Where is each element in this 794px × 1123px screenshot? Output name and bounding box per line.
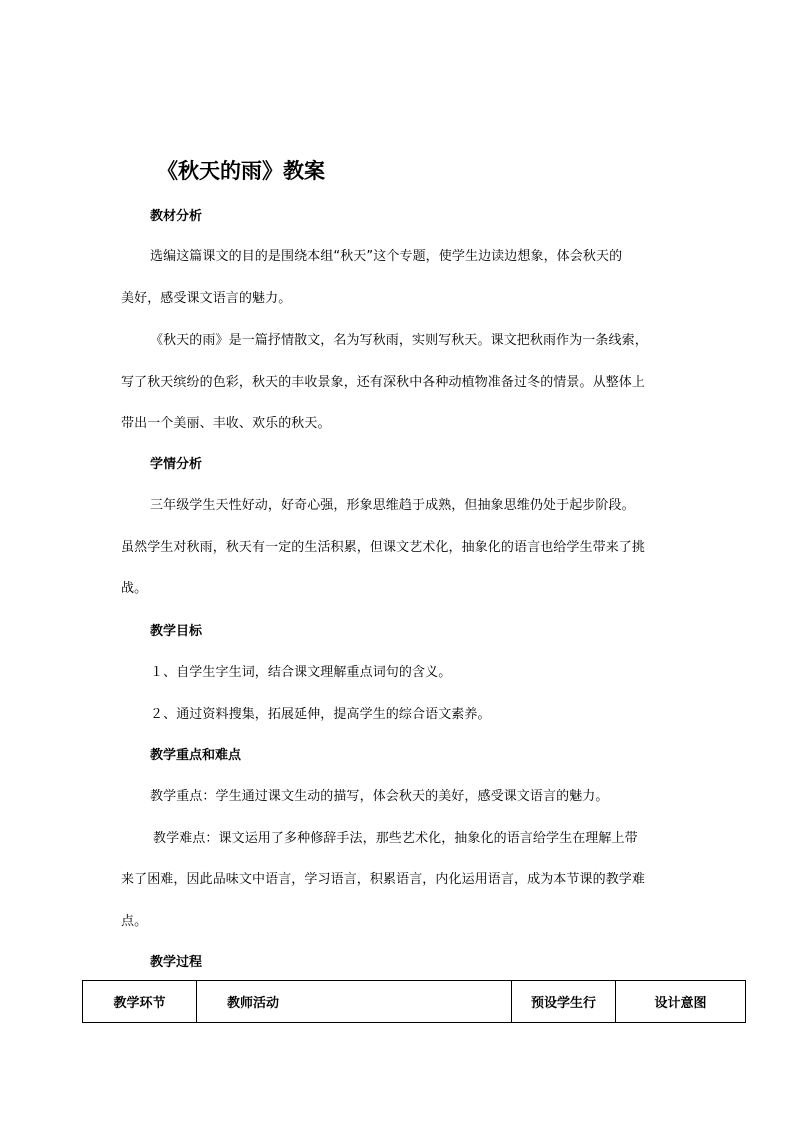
paragraph-line: 带出一个美丽、丰收、欢乐的秋天。 <box>121 416 331 431</box>
section-heading-textbook-analysis: 教材分析 <box>150 209 203 224</box>
section-heading-student-analysis: 学情分析 <box>150 457 203 472</box>
paragraph-line: 《秋天的雨》是一篇抒情散文，名为写秋雨，实则写秋天。课文把秋雨作为一条线索， <box>150 333 648 348</box>
paragraph-line: 虽然学生对秋雨，秋天有一定的生活积累，但课文艺术化，抽象化的语言也给学生带来了挑 <box>121 540 646 555</box>
table-header-row <box>83 981 746 1023</box>
section-heading-teaching-goals: 教学目标 <box>150 624 203 639</box>
section-heading-key-points: 教学重点和难点 <box>150 748 242 763</box>
goal-item: １、自学生字生词，结合课文理解重点词句的含义。 <box>150 665 452 680</box>
paragraph-line: 来了困难，因此品味文中语言，学习语言，积累语言，内化运用语言，成为本节课的教学难 <box>121 872 646 887</box>
paragraph-line: 美好，感受课文语言的魅力。 <box>121 291 292 306</box>
paragraph-line: 点。 <box>121 914 148 929</box>
paragraph-line: 教学难点：课文运用了多种修辞手法，那些艺术化，抽象化的语言给学生在理解上带 <box>153 831 638 846</box>
paragraph-line: 战。 <box>121 581 148 596</box>
goal-item: ２、通过资料搜集，拓展延伸，提高学生的综合语文素养。 <box>150 707 491 722</box>
paragraph-line: 教学重点：学生通过课文生动的描写，体会秋天的美好，感受课文语言的魅力。 <box>150 789 609 804</box>
table-header-cell: 教师活动 <box>197 981 512 1023</box>
document-title: 《秋天的雨》教案 <box>157 158 325 183</box>
teaching-process-table <box>82 980 746 1023</box>
table-header-cell: 预设学生行 <box>512 981 616 1023</box>
table-header-cell: 教学环节 <box>83 981 197 1023</box>
paragraph-line: 三年级学生天性好动，好奇心强，形象思维趋于成熟，但抽象思维仍处于起步阶段。 <box>150 498 635 513</box>
paragraph-line: 选编这篇课文的目的是围绕本组“秋天”这个专题，使学生边读边想象，体会秋天的 <box>150 249 623 264</box>
paragraph-line: 写了秋天缤纷的色彩，秋天的丰收景象，还有深秋中各种动植物准备过冬的情景。从整体上 <box>121 375 646 390</box>
section-heading-teaching-process: 教学过程 <box>150 955 203 970</box>
table-header-cell: 设计意图 <box>616 981 746 1023</box>
